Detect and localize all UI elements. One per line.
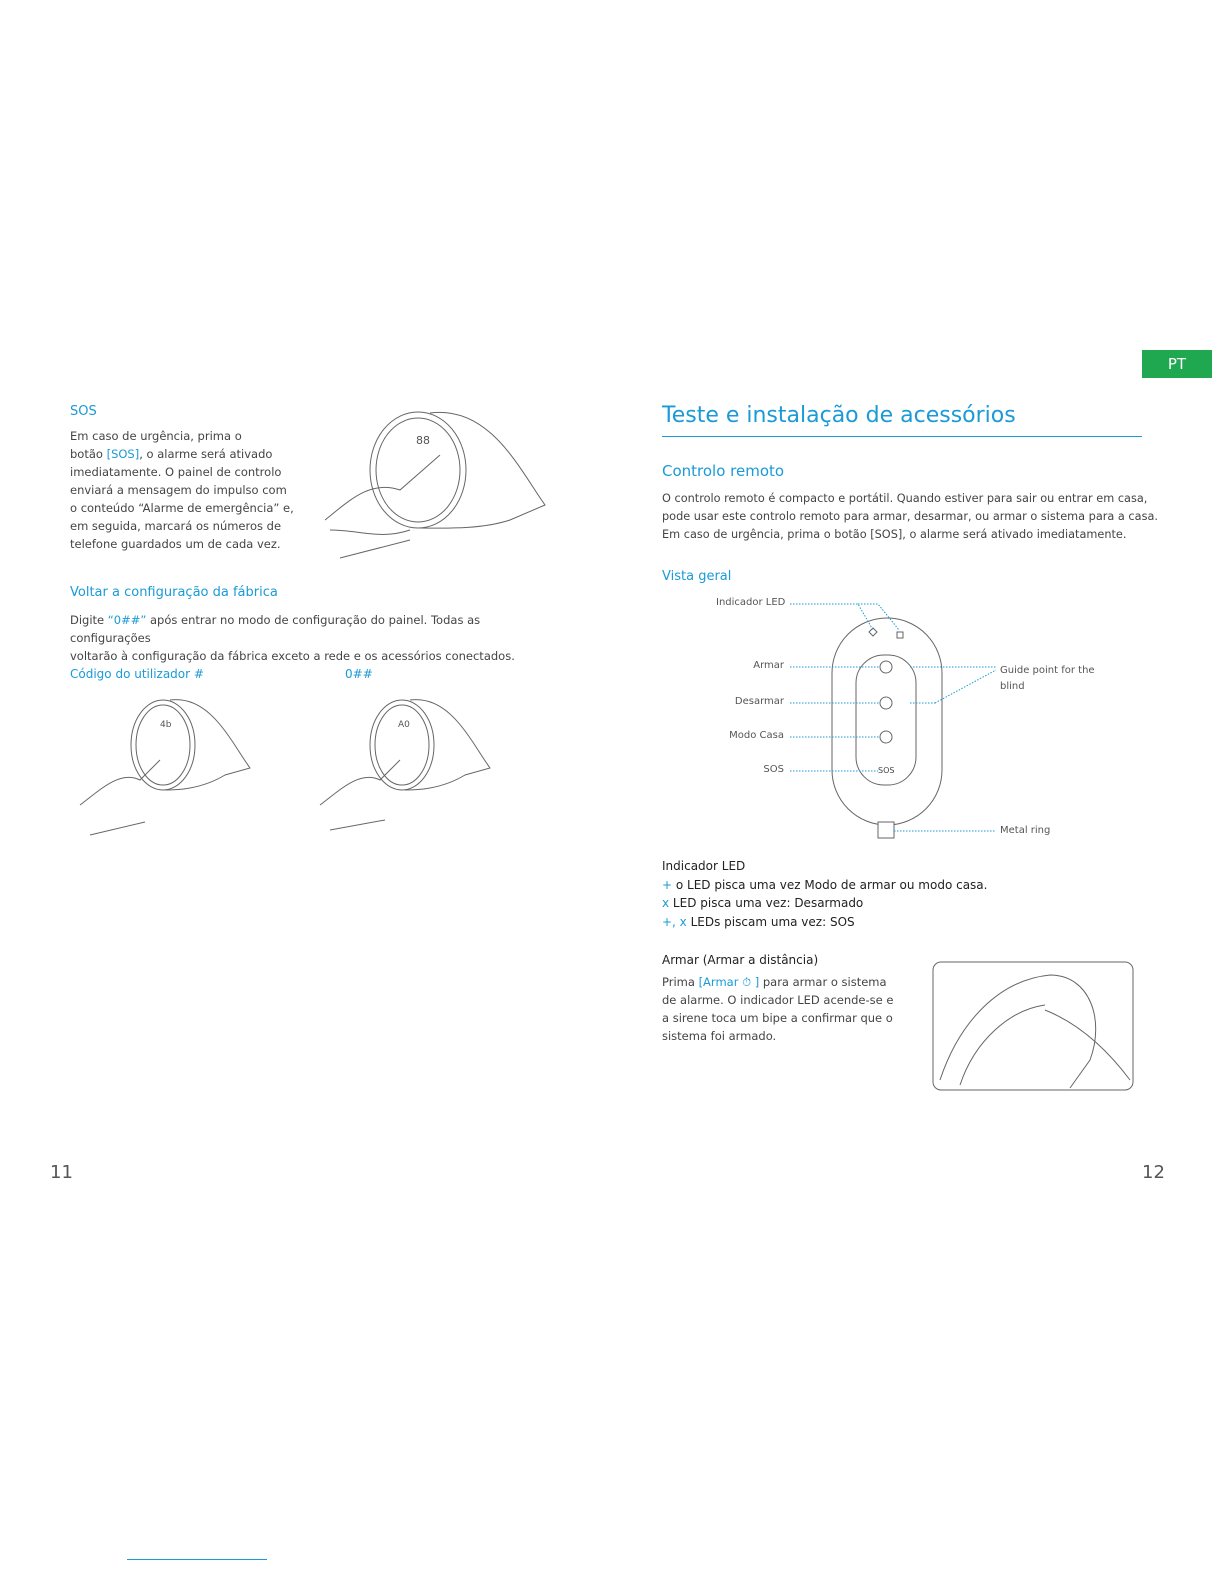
sym: + — [662, 877, 673, 892]
t: LEDs piscam uma vez: SOS — [686, 914, 855, 929]
line: o conteúdo “Alarme de emergência” e, — [70, 501, 294, 515]
label-sos: SOS — [763, 764, 784, 775]
line: Em caso de urgência, prima o botão [SOS], o alarme será ativado imediatamente. — [662, 528, 1127, 541]
t: LED pisca uma vez: Desarmado — [669, 896, 864, 910]
label-led: Indicador LED — [716, 597, 786, 608]
sym: x — [662, 896, 670, 910]
t: após entrar no modo de configuração do painel. Todas as configurações — [70, 613, 481, 645]
line: enviará a mensagem do impulso com — [70, 483, 287, 497]
t: botão — [70, 447, 107, 461]
sym: +, x — [662, 914, 687, 929]
label-disarm: Desarmar — [734, 696, 784, 707]
line: telefone guardados um de cada vez. — [70, 537, 281, 551]
line: pode usar este controlo remoto para armar, desarmar, ou armar o sistema para a casa. — [662, 510, 1158, 523]
page-number: 11 — [50, 1162, 73, 1183]
led-line — [662, 913, 987, 932]
label-ring: Metal ring — [1000, 825, 1051, 836]
sos-ref: [SOS] — [106, 447, 140, 461]
line — [70, 611, 560, 647]
line — [662, 973, 893, 991]
line: voltarão à configuração da fábrica exceto a rede e os acessórios conectados. — [70, 649, 515, 663]
led-section — [662, 857, 987, 931]
footer-rule — [127, 1559, 267, 1560]
panel-display: 4b — [160, 720, 172, 730]
control-panel-illustration — [325, 412, 545, 558]
line: a sirene toca um bipe a confirmar que o — [662, 1011, 893, 1025]
led-heading: Indicador LED — [662, 859, 746, 873]
led-line — [662, 894, 987, 913]
arm-illustration — [933, 962, 1133, 1090]
arm-ref: [Armar ⏱ ] — [698, 975, 760, 989]
t: Digite — [70, 613, 108, 627]
label-home: Modo Casa — [729, 730, 784, 741]
line: Em caso de urgência, prima o — [70, 429, 242, 443]
line: O controlo remoto é compacto e portátil. Quando estiver para sair ou entrar em casa, — [662, 492, 1148, 505]
line: sistema foi armado. — [662, 1029, 777, 1043]
code-label: 0## — [345, 667, 373, 681]
label-arm: Armar — [753, 660, 784, 671]
sos-button: SOS — [878, 766, 895, 775]
line: em seguida, marcará os números de — [70, 519, 282, 533]
factory-reset-text — [70, 611, 560, 665]
t: Prima — [662, 975, 699, 989]
arm-text — [662, 973, 893, 1045]
t: para armar o sistema — [759, 975, 887, 989]
code: “0##” — [107, 613, 147, 627]
page-number: 12 — [1142, 1162, 1165, 1183]
line: imediatamente. O painel de controlo — [70, 465, 282, 479]
sos-heading: SOS — [70, 404, 97, 419]
t: blind — [1000, 681, 1025, 692]
overview-heading: Vista geral — [662, 569, 732, 584]
label-guide — [1000, 663, 1095, 695]
language-tab: PT — [1142, 350, 1212, 378]
remote-text — [662, 490, 1158, 544]
t: Guide point for the — [1000, 665, 1095, 676]
line: de alarme. O indicador LED acende-se e — [662, 993, 894, 1007]
remote-diagram — [790, 604, 996, 838]
panel-display: A0 — [398, 720, 410, 730]
led-line — [662, 876, 987, 895]
remote-heading: Controlo remoto — [662, 462, 785, 480]
factory-reset-heading: Voltar a configuração da fábrica — [70, 585, 278, 600]
page-title: Teste e instalação de acessórios — [662, 403, 1016, 428]
title-divider — [662, 436, 1142, 437]
arm-heading: Armar (Armar a distância) — [662, 953, 819, 967]
t: , o alarme será ativado — [139, 447, 273, 461]
user-code-label: Código do utilizador # — [70, 667, 204, 681]
panel-display: 88 — [416, 434, 430, 447]
t: o LED pisca uma vez Modo de armar ou modo casa. — [672, 877, 988, 892]
